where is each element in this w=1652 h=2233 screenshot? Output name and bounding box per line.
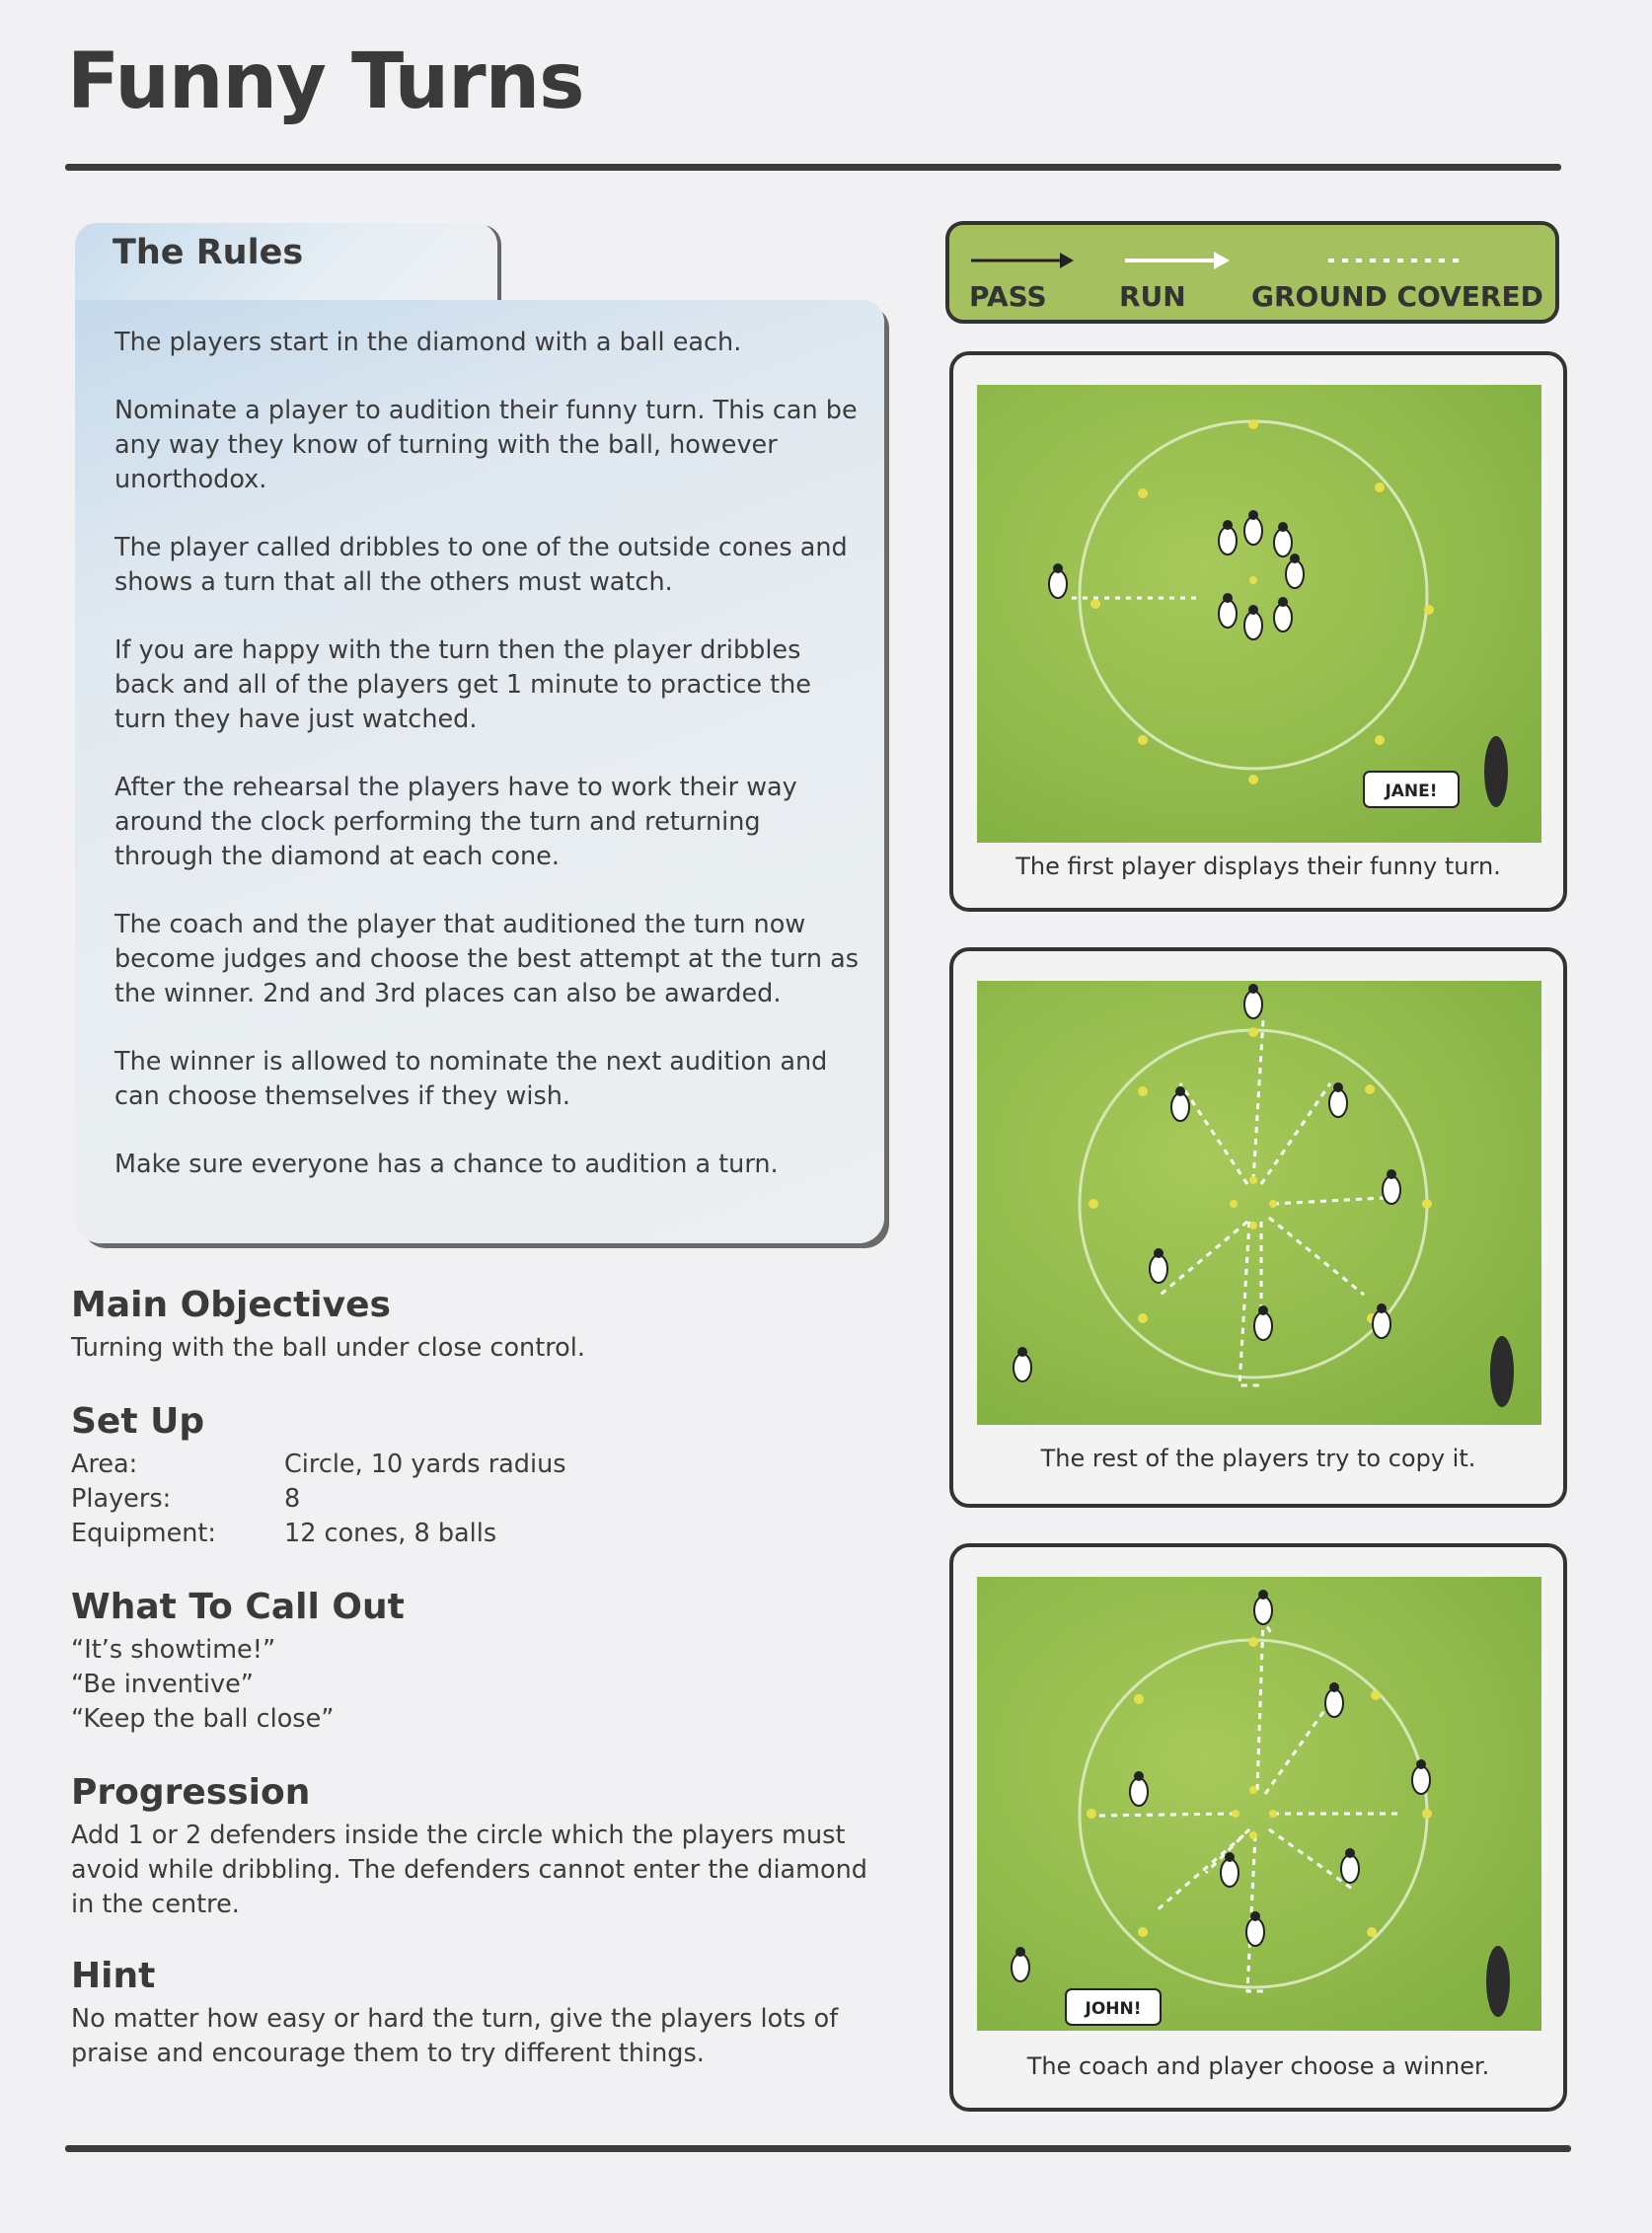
head xyxy=(1329,1682,1339,1692)
diagram-legend xyxy=(945,221,1559,324)
diagram-panel-3 xyxy=(949,1543,1567,2112)
head xyxy=(1154,1248,1164,1258)
run-arrow-icon xyxy=(1125,252,1230,269)
legend-ground-covered-label: GROUND COVERED xyxy=(1251,280,1543,313)
head xyxy=(1258,1305,1268,1315)
player xyxy=(1244,517,1262,545)
cone xyxy=(1269,1810,1277,1818)
call-out-line: “Be inventive” xyxy=(71,1670,254,1699)
main-objectives-section xyxy=(71,1285,880,1366)
rules-paragraph: The players start in the diamond with a ball each. xyxy=(114,328,742,357)
cone xyxy=(1138,1927,1148,1937)
head xyxy=(1017,1347,1027,1357)
player xyxy=(1341,1855,1359,1883)
run-route xyxy=(1239,1222,1263,1385)
head xyxy=(1345,1848,1355,1858)
cone xyxy=(1269,1200,1277,1208)
hint-text: No matter how easy or hard the turn, give the players lots of praise and encourage them to try different things. xyxy=(71,2004,839,2068)
player xyxy=(1274,604,1292,632)
head xyxy=(1134,1771,1144,1781)
head xyxy=(1250,1911,1260,1921)
cone xyxy=(1371,1690,1381,1700)
head xyxy=(1290,554,1300,563)
pitch-drawing xyxy=(977,385,1541,843)
set-up-label: Area: xyxy=(71,1450,138,1479)
set-up-value: 8 xyxy=(284,1484,301,1514)
player xyxy=(1286,560,1304,588)
run-route xyxy=(1269,1218,1364,1295)
rules-heading: The Rules xyxy=(113,233,304,272)
circle-boundary xyxy=(1080,421,1427,769)
cone xyxy=(1248,775,1258,784)
diagram-panel-2 xyxy=(949,947,1567,1508)
cone xyxy=(1249,1176,1257,1184)
cone xyxy=(1249,1786,1257,1794)
cone xyxy=(1230,1200,1238,1208)
speech-text: JANE! xyxy=(1385,782,1438,801)
progression-text: Add 1 or 2 defenders inside the circle which the players must avoid while dribbling. The defenders cannot enter the diamond in the centre. xyxy=(71,1821,867,1919)
set-up-value: Circle, 10 yards radius xyxy=(284,1450,566,1479)
player xyxy=(1383,1176,1400,1204)
player xyxy=(1325,1689,1343,1717)
pitch-diagram-3 xyxy=(977,1577,1541,2031)
pitch-diagram-1 xyxy=(977,385,1541,843)
cone xyxy=(1089,1199,1098,1209)
cone xyxy=(1249,1222,1257,1229)
head xyxy=(1053,563,1063,573)
cone xyxy=(1375,483,1385,492)
cone xyxy=(1138,1313,1148,1323)
rules-paragraph: The winner is allowed to nominate the next audition and can choose themselves if they wish. xyxy=(114,1047,828,1111)
call-out-heading: What To Call Out xyxy=(71,1587,405,1627)
speech-text: JOHN! xyxy=(1085,1999,1142,2019)
rules-paragraph: After the rehearsal the players have to work their way around the clock performing the turn and returning through the diamond at each cone. xyxy=(114,773,797,871)
player xyxy=(1254,1597,1272,1624)
players xyxy=(1012,1597,1430,1981)
cone xyxy=(1138,1086,1148,1096)
page-title: Funny Turns xyxy=(67,37,584,126)
cone xyxy=(1138,488,1148,498)
cone xyxy=(1422,1199,1432,1209)
head xyxy=(1225,1852,1235,1862)
diagram-caption-1: The first player displays their funny turn. xyxy=(1015,853,1501,880)
head xyxy=(1223,520,1233,530)
head xyxy=(1248,510,1258,520)
head xyxy=(1015,1947,1025,1957)
cone xyxy=(1375,735,1385,745)
diagram-panel-1 xyxy=(949,351,1567,912)
player-heads xyxy=(1015,1590,1426,1957)
call-out-line: “Keep the ball close” xyxy=(71,1704,335,1734)
player xyxy=(1244,612,1262,639)
run-route xyxy=(1180,1083,1247,1184)
rules-body xyxy=(114,326,864,1216)
head xyxy=(1258,1590,1268,1600)
run-route xyxy=(1161,1222,1247,1295)
rules-paragraph: Nominate a player to audition their funny turn. This can be any way they know of turning with the ball, however unorthodox. xyxy=(114,396,858,494)
diagram-caption-3: The coach and player choose a winner. xyxy=(1026,2052,1490,2080)
head xyxy=(1377,1303,1387,1313)
set-up-row xyxy=(71,1448,880,1482)
player xyxy=(1329,1089,1347,1117)
cone xyxy=(1422,1809,1432,1819)
player-heads xyxy=(1017,984,1396,1357)
run-route xyxy=(1257,1620,1273,1790)
cone xyxy=(1249,1831,1257,1839)
set-up-row xyxy=(71,1517,880,1551)
call-out-section xyxy=(71,1587,880,1737)
hint-heading: Hint xyxy=(71,1956,156,1996)
player xyxy=(1014,1354,1031,1381)
cone xyxy=(1138,735,1148,745)
coach xyxy=(1490,1336,1514,1407)
pitch-diagram-2 xyxy=(977,981,1541,1425)
diagram-caption-2: The rest of the players try to copy it. xyxy=(1040,1445,1476,1472)
rules-paragraph: The player called dribbles to one of the outside cones and shows a turn that all the others must watch. xyxy=(114,533,848,597)
cone xyxy=(1365,1084,1375,1094)
legend-pass-label: PASS xyxy=(969,280,1047,313)
progression-section xyxy=(71,1772,880,1922)
run-route xyxy=(1097,1814,1236,1816)
cone xyxy=(1134,1694,1144,1704)
player-heads xyxy=(1053,510,1300,615)
player-group xyxy=(1049,517,1304,639)
player xyxy=(1219,527,1237,555)
top-divider xyxy=(65,164,1561,171)
pitch-drawing xyxy=(977,1577,1541,2031)
player xyxy=(1012,1954,1029,1981)
cone xyxy=(1232,1810,1239,1818)
head xyxy=(1248,605,1258,615)
player xyxy=(1412,1766,1430,1794)
cone xyxy=(1248,1027,1258,1037)
player xyxy=(1130,1778,1148,1806)
rules-paragraph: The coach and the player that auditioned the turn now become judges and choose the best attempt at the turn as the winner. 2nd and 3rd places can also be awarded. xyxy=(114,910,860,1008)
pitch-drawing xyxy=(977,981,1541,1425)
player xyxy=(1049,570,1067,598)
player xyxy=(1150,1255,1167,1283)
cone xyxy=(1424,605,1434,615)
player xyxy=(1171,1093,1189,1121)
head xyxy=(1387,1169,1396,1179)
run-route xyxy=(1253,1020,1263,1180)
run-route xyxy=(1269,1829,1352,1889)
set-up-value: 12 cones, 8 balls xyxy=(284,1519,497,1548)
head xyxy=(1333,1082,1343,1092)
hint-section xyxy=(71,1956,880,2071)
call-out-line: “It’s showtime!” xyxy=(71,1635,276,1665)
cone xyxy=(1087,1809,1096,1819)
cone xyxy=(1367,1927,1377,1937)
player xyxy=(1254,1312,1272,1340)
main-objectives-text: Turning with the ball under close control. xyxy=(71,1333,585,1363)
head xyxy=(1223,593,1233,603)
head xyxy=(1278,597,1288,607)
pass-arrow-icon xyxy=(971,253,1074,268)
head xyxy=(1278,522,1288,532)
set-up-section xyxy=(71,1401,880,1551)
run-route xyxy=(1273,1198,1384,1204)
player xyxy=(1274,529,1292,557)
legend-run-label: RUN xyxy=(1119,280,1186,313)
set-up-label: Players: xyxy=(71,1484,172,1514)
main-objectives-heading: Main Objectives xyxy=(71,1285,391,1325)
run-route xyxy=(1265,1705,1328,1794)
player xyxy=(1244,991,1262,1018)
rules-paragraph: Make sure everyone has a chance to audition a turn. xyxy=(114,1150,779,1179)
cone xyxy=(1248,419,1258,429)
progression-heading: Progression xyxy=(71,1772,311,1813)
coach xyxy=(1484,736,1508,807)
bottom-divider xyxy=(65,2145,1571,2152)
head xyxy=(1175,1086,1185,1096)
run-route xyxy=(1261,1083,1330,1184)
player xyxy=(1221,1859,1239,1887)
set-up-row xyxy=(71,1482,880,1517)
player xyxy=(1246,1918,1264,1946)
head xyxy=(1416,1759,1426,1769)
set-up-label: Equipment: xyxy=(71,1519,217,1548)
coach xyxy=(1486,1946,1510,2017)
head xyxy=(1248,984,1258,994)
player xyxy=(1373,1310,1390,1338)
cone xyxy=(1090,599,1100,609)
player xyxy=(1219,600,1237,628)
cone xyxy=(1249,576,1257,584)
rules-paragraph: If you are happy with the turn then the player dribbles back and all of the players get 1 minute to practice the turn they have just watched. xyxy=(114,635,811,734)
set-up-heading: Set Up xyxy=(71,1401,205,1442)
players xyxy=(1014,991,1400,1381)
cone xyxy=(1248,1637,1258,1647)
